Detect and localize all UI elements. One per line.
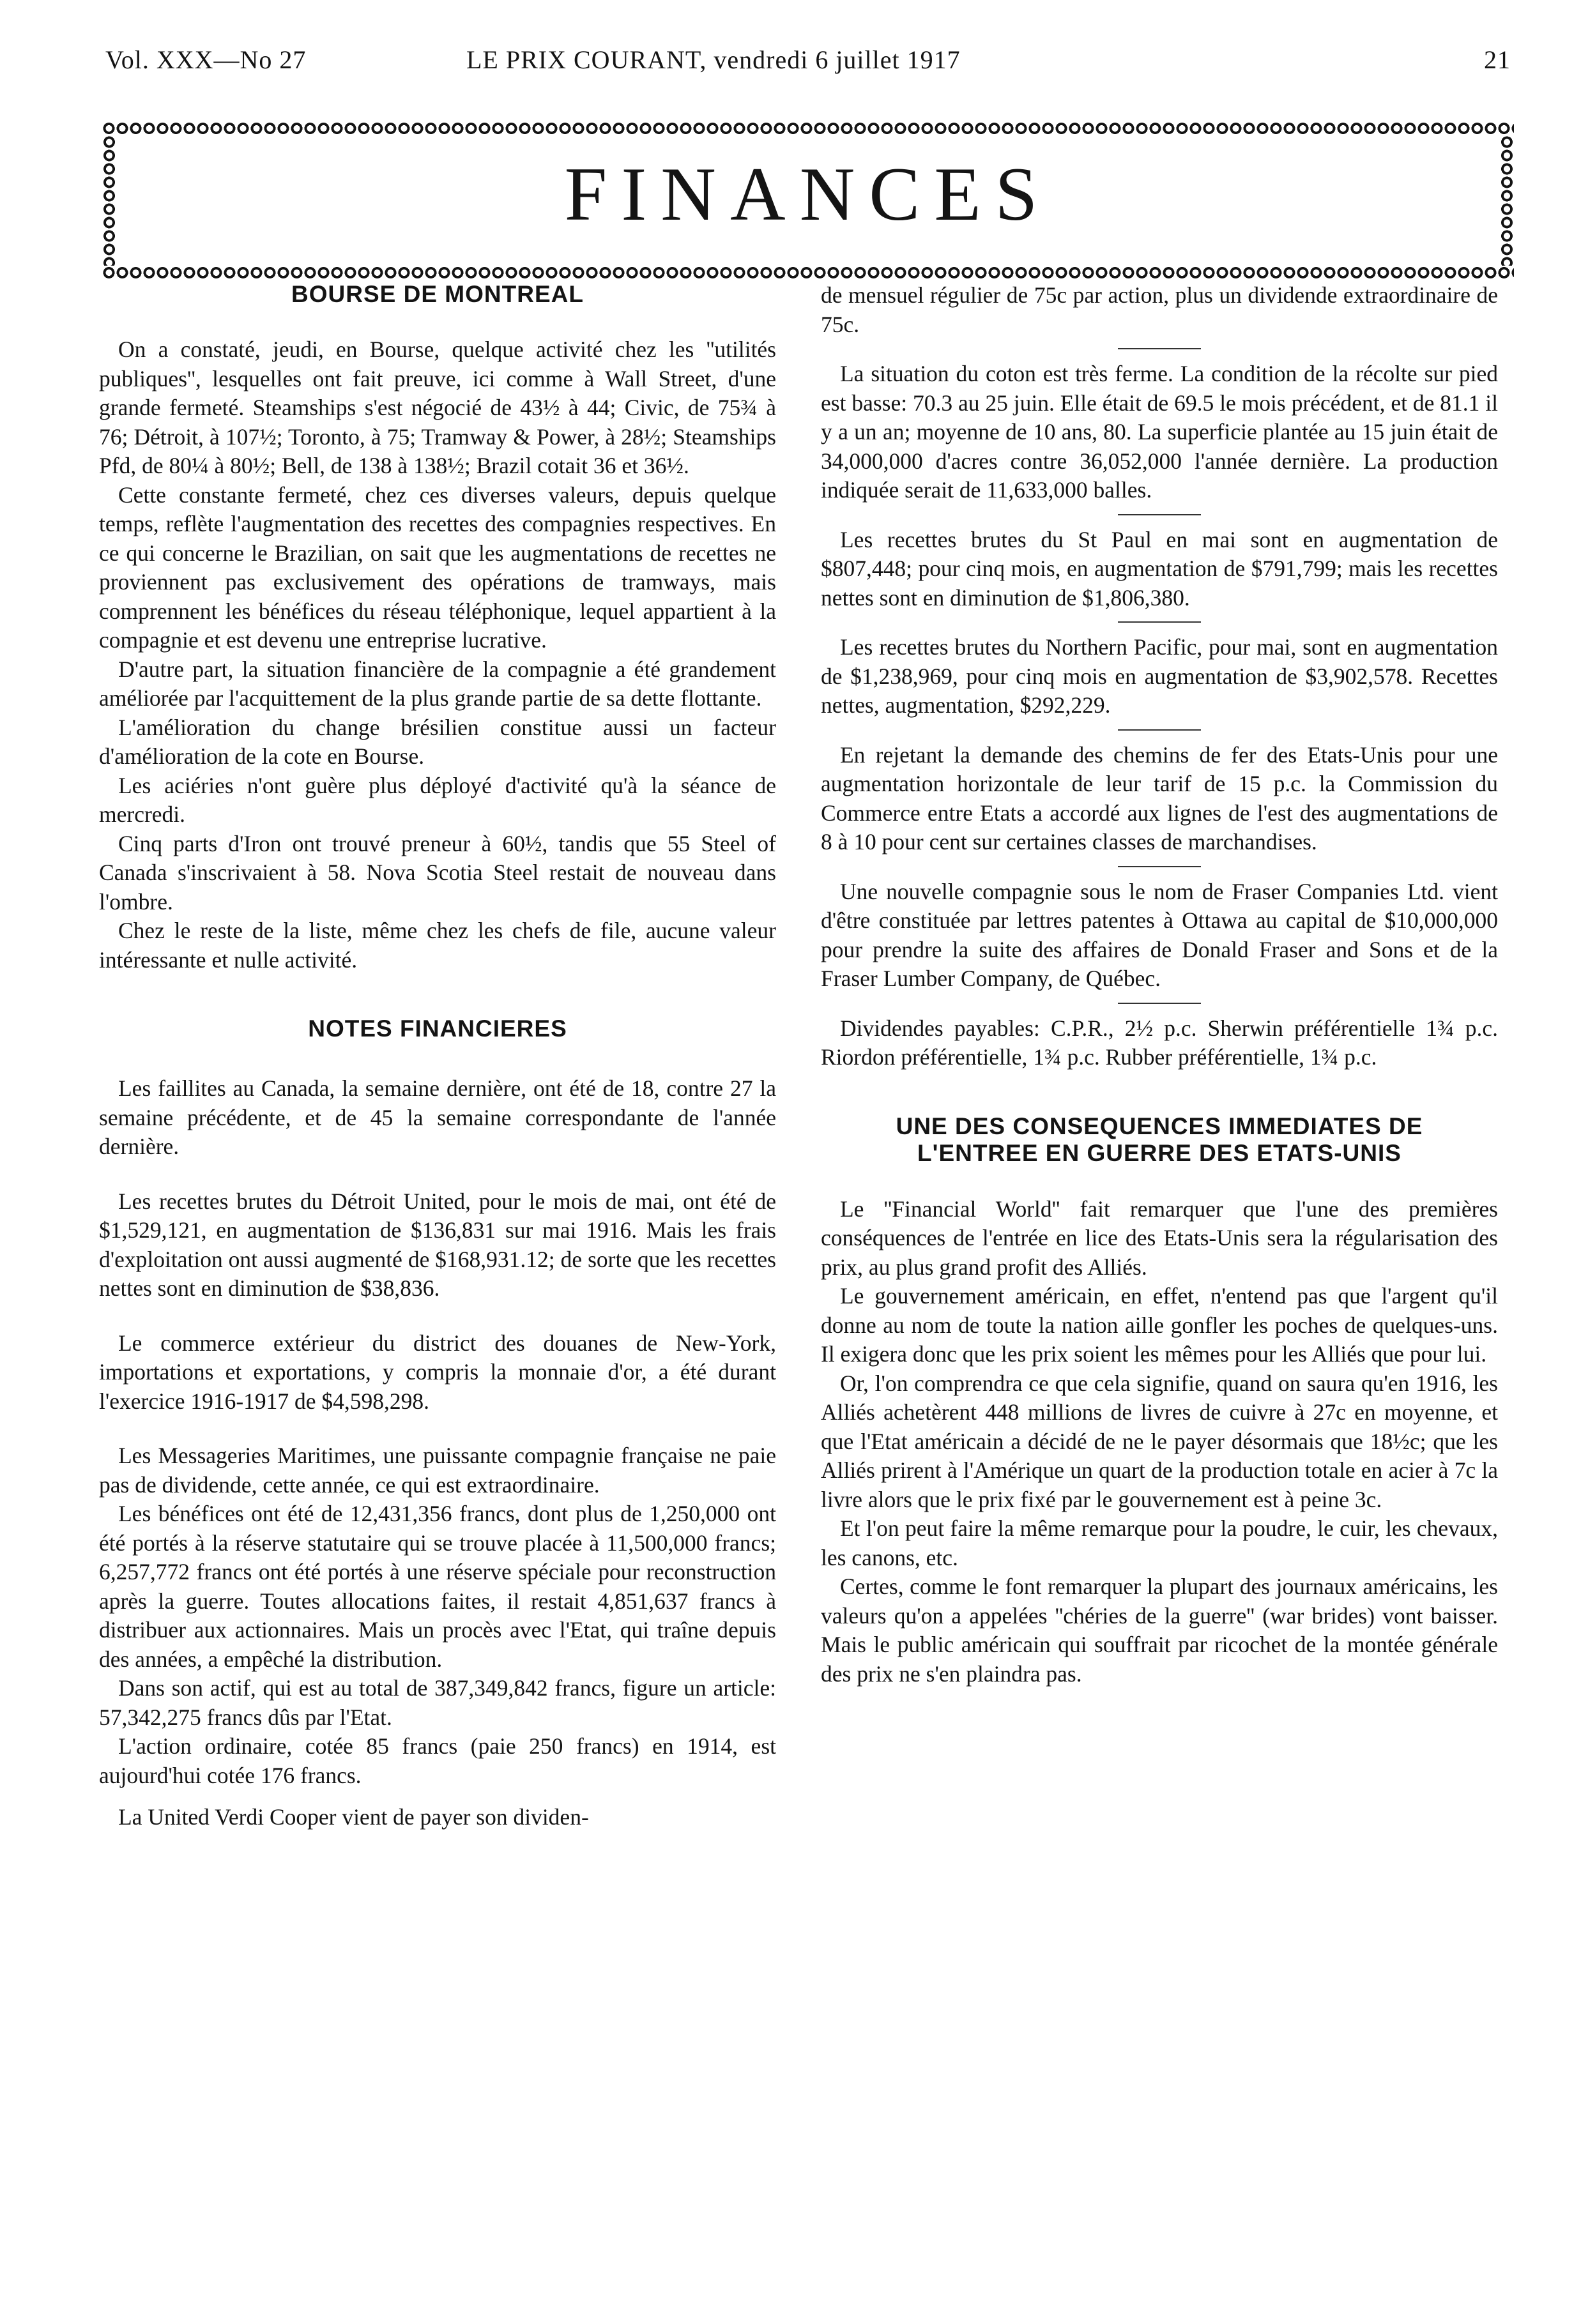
volume-number: Vol. XXX—No 27: [105, 45, 307, 74]
paragraph: La United Verdi Cooper vient de payer son dividen-: [118, 1804, 589, 1830]
section-title: FINANCES: [564, 151, 1052, 236]
divider: [1118, 729, 1201, 731]
paragraph: L'amélioration du change brésilien constitue aussi un facteur d'amélioration de la cote en Bourse.: [99, 714, 776, 769]
paragraph: Cette constante fermeté, chez ces diverses valeurs, depuis quelque temps, reflète l'augmentation des recettes des compagnies respectives. En ce qui concerne le Brazilian, on sait que les augmentations de recettes ne proviennent pas exclusivement des opérations de tramways, mais comprennent les bénéfices du réseau téléphonique, lequel appartient à la compagnie et est devenu une entreprise lucrative.: [99, 482, 776, 653]
paragraph: de mensuel régulier de 75c par action, plus un dividende extraordinaire de 75c.: [821, 282, 1498, 337]
right-column: [821, 281, 1498, 1689]
paragraph: En rejetant la demande des chemins de fer des Etats-Unis pour une augmentation horizontale de leur tarif de 15 p.c. la Commission du Commerce entre Etats a accordé aux lignes de l'est des augmentations de 8 à 10 pour cent sur certaines classes de marchandises.: [821, 741, 1498, 854]
divider: [1118, 866, 1201, 867]
page-number: 21: [1484, 45, 1511, 74]
paragraph: La situation du coton est très ferme. La condition de la récolte sur pied est basse: 70.3 au 25 juin. Elle était de 69.5 le mois précédent, et de 81.1 il y a un an; moyenne de 10 ans, 80. La superficie plantée au 15 juin était de 34,000,000 d'acres contre 36,052,000 l'année dernière. La production indiquée serait de 11,633,000 balles.: [821, 361, 1498, 503]
left-column: [99, 281, 776, 1832]
publication-title-date: LE PRIX COURANT, vendredi 6 juillet 1917: [466, 45, 961, 74]
paragraph: Les bénéfices ont été de 12,431,356 francs, dont plus de 1,250,000 ont été portés à la réserve statutaire qui se trouve placée à 11,500,000 francs; 6,257,772 francs ont été portés à une réserve spéciale pour reconstruction après la guerre. Toutes allocations faites, il restait 4,851,637 francs à distribuer aux actionnaires. Mais un procès avec l'Etat, qui traîne depuis des années, a empêché la distribution.: [99, 1501, 776, 1672]
divider: [1118, 348, 1201, 349]
divider: [1118, 514, 1201, 515]
paragraph: Chez le reste de la liste, même chez les chefs de file, aucune valeur intéressante et nulle activité.: [99, 918, 776, 973]
paragraph: On a constaté, jeudi, en Bourse, quelque activité chez les ''utilités publiques'', lesquelles ont fait preuve, ici comme à Wall Street, d'une grande fermeté. Steamships s'est négocié de 43½ à 44; Civic, de 75¾ à 76; Détroit, à 107½; Toronto, à 75; Tramway & Power, à 28½; Steamships Pfd, de 80¼ à 80½; Bell, de 138 à 138½; Brazil cotait 36 et 36½.: [99, 337, 776, 478]
paragraph: Certes, comme le font remarquer la plupart des journaux américains, les valeurs qu'on a appelées ''chéries de la guerre'' (war brides) vont baisser. Mais le public américain qui souffrait par ricochet de la montée générale des prix ne s'en plaindra pas.: [821, 1574, 1498, 1687]
heading-notes-financieres: NOTES FINANCIERES: [308, 1015, 567, 1042]
paragraph: Les aciéries n'ont guère plus déployé d'activité qu'à la séance de mercredi.: [99, 772, 776, 827]
paragraph: L'action ordinaire, cotée 85 francs (paie 250 francs) en 1914, est aujourd'hui cotée 176 francs.: [99, 1733, 776, 1788]
paragraph: Le ''Financial World'' fait remarquer que l'une des premières conséquences de l'entrée en lice des Etats-Unis sera la régularisation des prix, au plus grand profit des Alliés.: [821, 1196, 1498, 1280]
paragraph: D'autre part, la situation financière de la compagnie a été grandement améliorée par l'acquittement de la plus grande partie de sa dette flottante.: [99, 656, 776, 711]
finances-banner: [102, 121, 1514, 280]
paragraph: Les recettes brutes du St Paul en mai sont en augmentation de $807,448; pour cinq mois, en augmentation de $791,799; mais les recettes nettes sont en diminution de $1,806,380.: [821, 526, 1498, 611]
paragraph: Et l'on peut faire la même remarque pour la poudre, le cuir, les chevaux, les canons, etc.: [821, 1515, 1498, 1570]
heading-consequences-guerre: UNE DES CONSEQUENCES IMMEDIATES DE L'ENTREE EN GUERRE DES ETATS-UNIS: [896, 1113, 1423, 1166]
paragraph: Cinq parts d'Iron ont trouvé preneur à 60½, tandis que 55 Steel of Canada s'inscrivaient à 58. Nova Scotia Steel restait de nouveau dans l'ombre.: [99, 830, 776, 915]
divider: [1118, 621, 1201, 623]
paragraph: Les faillites au Canada, la semaine dernière, ont été de 18, contre 27 la semaine précédente, et de 45 la semaine correspondante de l'année dernière.: [99, 1075, 776, 1159]
paragraph: Le commerce extérieur du district des douanes de New-York, importations et exportations, y compris la monnaie d'or, a été durant l'exercice 1916-1917 de $4,598,298.: [99, 1330, 776, 1414]
divider: [1118, 1003, 1201, 1004]
paragraph: Dividendes payables: C.P.R., 2½ p.c. Sherwin préférentielle 1¾ p.c. Riordon préférentielle, 1¾ p.c. Rubber préférentielle, 1¾ p.c.: [821, 1015, 1498, 1070]
paragraph: Une nouvelle compagnie sous le nom de Fraser Companies Ltd. vient d'être constituée par lettres patentes à Ottawa au capital de $10,000,000 pour prendre la suite des affaires de Donald Fraser and Sons et de la Fraser Lumber Company, de Québec.: [821, 878, 1498, 991]
chain-border-top: [102, 121, 1514, 135]
paragraph: Or, l'on comprendra ce que cela signifie, quand on saura qu'en 1916, les Alliés achetèrent 448 millions de livres de cuivre à 27c en moyenne, et que l'Etat américain a décidé de ne le payer désormais que 18½c; que les Alliés prirent à l'Amérique un quart de la production totale en acier à 7c la livre alors que le prix fixé par le gouvernement est à peine 3c.: [821, 1370, 1498, 1512]
paragraph: Dans son actif, qui est au total de 387,349,842 francs, figure un article: 57,342,275 francs dûs par l'Etat.: [99, 1675, 776, 1730]
paragraph: Le gouvernement américain, en effet, n'entend pas que l'argent qu'il donne au nom de toute la nation aille gonfler les poches de quelques-uns. Il exigera donc que les prix soient les mêmes pour les Alliés que pour lui.: [821, 1283, 1498, 1367]
heading-bourse-de-montreal: BOURSE DE MONTREAL: [291, 281, 584, 307]
paragraph: Les recettes brutes du Détroit United, pour le mois de mai, ont été de $1,529,121, en augmentation de $136,831 sur mai 1916. Mais les frais d'exploitation ont aussi augmenté de $168,931.12; de sorte que les recettes nettes sont en diminution de $38,836.: [99, 1188, 776, 1301]
chain-border-bottom: [102, 266, 1514, 280]
paragraph: Les Messageries Maritimes, une puissante compagnie française ne paie pas de dividende, cette année, ce qui est extraordinaire.: [99, 1443, 776, 1498]
paragraph: Les recettes brutes du Northern Pacific, pour mai, sont en augmentation de $1,238,969, pour cinq mois en augmentation de $3,902,578. Recettes nettes, augmentation, $292,229.: [821, 634, 1498, 718]
